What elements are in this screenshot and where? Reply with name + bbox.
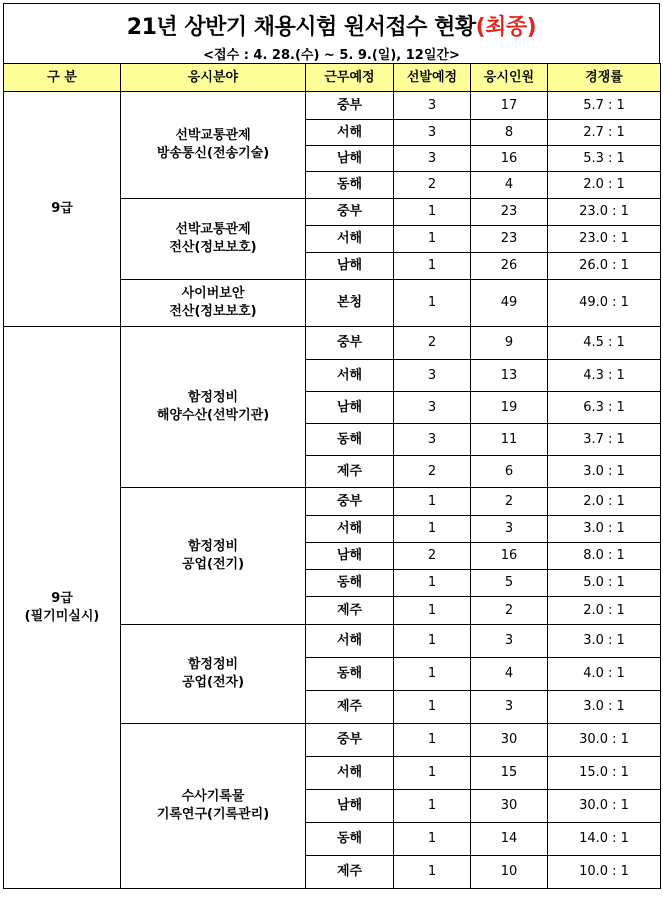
location-cell: 동해 xyxy=(306,424,394,456)
planned-cell: 1 xyxy=(394,691,471,724)
ratio-cell: 3.0 : 1 xyxy=(548,456,661,488)
applicants-cell: 4 xyxy=(471,172,548,199)
planned-cell: 3 xyxy=(394,392,471,424)
field-line: 방송통신(전송기술) xyxy=(156,146,270,161)
table-row xyxy=(4,92,661,120)
applicants-cell: 10 xyxy=(471,856,548,889)
header-location: 근무예정 xyxy=(306,64,394,92)
ratio-cell: 4.3 : 1 xyxy=(548,360,661,392)
field-cell xyxy=(121,280,306,327)
header-row xyxy=(4,64,661,92)
field-line: 수사기록물 xyxy=(181,789,245,805)
ratio-cell: 26.0 : 1 xyxy=(548,253,661,280)
ratio-cell: 5.3 : 1 xyxy=(548,146,661,172)
applicants-cell: 15 xyxy=(471,757,548,790)
location-cell: 제주 xyxy=(306,597,394,625)
ratio-cell: 23.0 : 1 xyxy=(548,199,661,226)
applicants-cell: 16 xyxy=(471,146,548,172)
field-line: 전산(정보보호) xyxy=(169,240,257,255)
category-cell xyxy=(4,327,121,889)
category-cell xyxy=(4,92,121,327)
location-cell: 동해 xyxy=(306,658,394,691)
header-applicants: 응시인원 xyxy=(471,64,548,92)
location-cell: 서해 xyxy=(306,757,394,790)
planned-cell: 1 xyxy=(394,597,471,625)
applicants-cell: 26 xyxy=(471,253,548,280)
planned-cell: 1 xyxy=(394,790,471,823)
category-line: (필기미실시) xyxy=(24,608,100,624)
planned-cell: 3 xyxy=(394,92,471,120)
planned-cell: 1 xyxy=(394,199,471,226)
applicants-cell: 13 xyxy=(471,360,548,392)
location-cell: 남해 xyxy=(306,253,394,280)
ratio-cell: 15.0 : 1 xyxy=(548,757,661,790)
location-cell: 중부 xyxy=(306,488,394,516)
field-line: 함정정비 xyxy=(187,539,239,555)
applicants-cell: 2 xyxy=(471,488,548,516)
field-cell xyxy=(121,488,306,625)
location-cell: 서해 xyxy=(306,226,394,253)
location-cell: 남해 xyxy=(306,543,394,570)
location-cell: 동해 xyxy=(306,570,394,597)
table-row xyxy=(4,327,661,360)
header-planned: 선발예정 xyxy=(394,64,471,92)
ratio-cell: 2.0 : 1 xyxy=(548,488,661,516)
applicants-cell: 16 xyxy=(471,543,548,570)
field-line: 전산(정보보호) xyxy=(169,304,257,319)
ratio-cell: 2.7 : 1 xyxy=(548,120,661,146)
applicants-cell: 49 xyxy=(471,280,548,327)
applicants-cell: 30 xyxy=(471,790,548,823)
ratio-cell: 30.0 : 1 xyxy=(548,724,661,757)
applicants-cell: 3 xyxy=(471,625,548,658)
field-line: 사이버보안 xyxy=(181,286,245,302)
location-cell: 본청 xyxy=(306,280,394,327)
ratio-cell: 8.0 : 1 xyxy=(548,543,661,570)
ratio-cell: 4.5 : 1 xyxy=(548,327,661,360)
location-cell: 중부 xyxy=(306,199,394,226)
ratio-cell: 5.0 : 1 xyxy=(548,570,661,597)
field-line: 선박교통관제 xyxy=(175,128,251,144)
planned-cell: 1 xyxy=(394,488,471,516)
title-emphasis: (최종) xyxy=(475,15,537,40)
location-cell: 남해 xyxy=(306,146,394,172)
planned-cell: 1 xyxy=(394,724,471,757)
ratio-cell: 3.0 : 1 xyxy=(548,516,661,543)
planned-cell: 1 xyxy=(394,516,471,543)
ratio-cell: 3.0 : 1 xyxy=(548,625,661,658)
ratio-cell: 10.0 : 1 xyxy=(548,856,661,889)
ratio-cell: 3.0 : 1 xyxy=(548,691,661,724)
location-cell: 중부 xyxy=(306,92,394,120)
header-field: 응시분야 xyxy=(121,64,306,92)
planned-cell: 3 xyxy=(394,424,471,456)
planned-cell: 1 xyxy=(394,280,471,327)
field-line: 해양수산(선박기관) xyxy=(156,408,270,423)
field-cell xyxy=(121,92,306,199)
planned-cell: 3 xyxy=(394,120,471,146)
applicants-cell: 23 xyxy=(471,226,548,253)
location-cell: 제주 xyxy=(306,856,394,889)
planned-cell: 2 xyxy=(394,543,471,570)
applicants-cell: 4 xyxy=(471,658,548,691)
applicants-cell: 3 xyxy=(471,516,548,543)
applicants-cell: 8 xyxy=(471,120,548,146)
field-line: 선박교통관제 xyxy=(175,222,251,238)
header-category: 구 분 xyxy=(4,64,121,92)
planned-cell: 1 xyxy=(394,823,471,856)
location-cell: 제주 xyxy=(306,691,394,724)
table-body xyxy=(4,92,661,889)
field-line: 공업(전자) xyxy=(181,675,245,690)
location-cell: 서해 xyxy=(306,516,394,543)
planned-cell: 2 xyxy=(394,172,471,199)
location-cell: 중부 xyxy=(306,724,394,757)
field-line: 기록연구(기록관리) xyxy=(156,807,270,822)
ratio-cell: 6.3 : 1 xyxy=(548,392,661,424)
applicants-cell: 30 xyxy=(471,724,548,757)
category-line: 9급 xyxy=(51,201,73,217)
applicants-cell: 9 xyxy=(471,327,548,360)
planned-cell: 2 xyxy=(394,456,471,488)
ratio-cell: 49.0 : 1 xyxy=(548,280,661,327)
category-line: 9급 xyxy=(51,590,73,606)
location-cell: 동해 xyxy=(306,823,394,856)
title-main: 21년 상반기 채용시험 원서접수 현황 xyxy=(126,15,476,40)
planned-cell: 1 xyxy=(394,253,471,280)
planned-cell: 1 xyxy=(394,570,471,597)
location-cell: 남해 xyxy=(306,392,394,424)
field-cell xyxy=(121,724,306,889)
ratio-cell: 2.0 : 1 xyxy=(548,597,661,625)
applicants-cell: 11 xyxy=(471,424,548,456)
ratio-cell: 5.7 : 1 xyxy=(548,92,661,120)
applicants-cell: 5 xyxy=(471,570,548,597)
field-cell xyxy=(121,327,306,488)
applicants-cell: 2 xyxy=(471,597,548,625)
ratio-cell: 14.0 : 1 xyxy=(548,823,661,856)
applicants-cell: 14 xyxy=(471,823,548,856)
results-table xyxy=(3,63,661,889)
field-cell xyxy=(121,625,306,724)
planned-cell: 3 xyxy=(394,146,471,172)
field-line: 공업(전기) xyxy=(181,557,245,572)
location-cell: 제주 xyxy=(306,456,394,488)
location-cell: 서해 xyxy=(306,625,394,658)
planned-cell: 2 xyxy=(394,327,471,360)
planned-cell: 1 xyxy=(394,757,471,790)
header-ratio: 경쟁률 xyxy=(548,64,661,92)
location-cell: 동해 xyxy=(306,172,394,199)
applicants-cell: 3 xyxy=(471,691,548,724)
page-subtitle: <접수 : 4. 28.(수) ~ 5. 9.(일), 12일간> xyxy=(203,48,460,63)
applicants-cell: 17 xyxy=(471,92,548,120)
planned-cell: 1 xyxy=(394,658,471,691)
title-box xyxy=(3,3,660,63)
ratio-cell: 23.0 : 1 xyxy=(548,226,661,253)
field-line: 함정정비 xyxy=(187,390,239,406)
page-title xyxy=(4,10,659,41)
location-cell: 남해 xyxy=(306,790,394,823)
location-cell: 서해 xyxy=(306,120,394,146)
applicants-cell: 6 xyxy=(471,456,548,488)
ratio-cell: 30.0 : 1 xyxy=(548,790,661,823)
ratio-cell: 4.0 : 1 xyxy=(548,658,661,691)
field-cell xyxy=(121,199,306,280)
planned-cell: 3 xyxy=(394,360,471,392)
applicants-cell: 23 xyxy=(471,199,548,226)
planned-cell: 1 xyxy=(394,856,471,889)
ratio-cell: 2.0 : 1 xyxy=(548,172,661,199)
applicants-cell: 19 xyxy=(471,392,548,424)
ratio-cell: 3.7 : 1 xyxy=(548,424,661,456)
field-line: 함정정비 xyxy=(187,657,239,673)
location-cell: 서해 xyxy=(306,360,394,392)
location-cell: 중부 xyxy=(306,327,394,360)
planned-cell: 1 xyxy=(394,625,471,658)
planned-cell: 1 xyxy=(394,226,471,253)
